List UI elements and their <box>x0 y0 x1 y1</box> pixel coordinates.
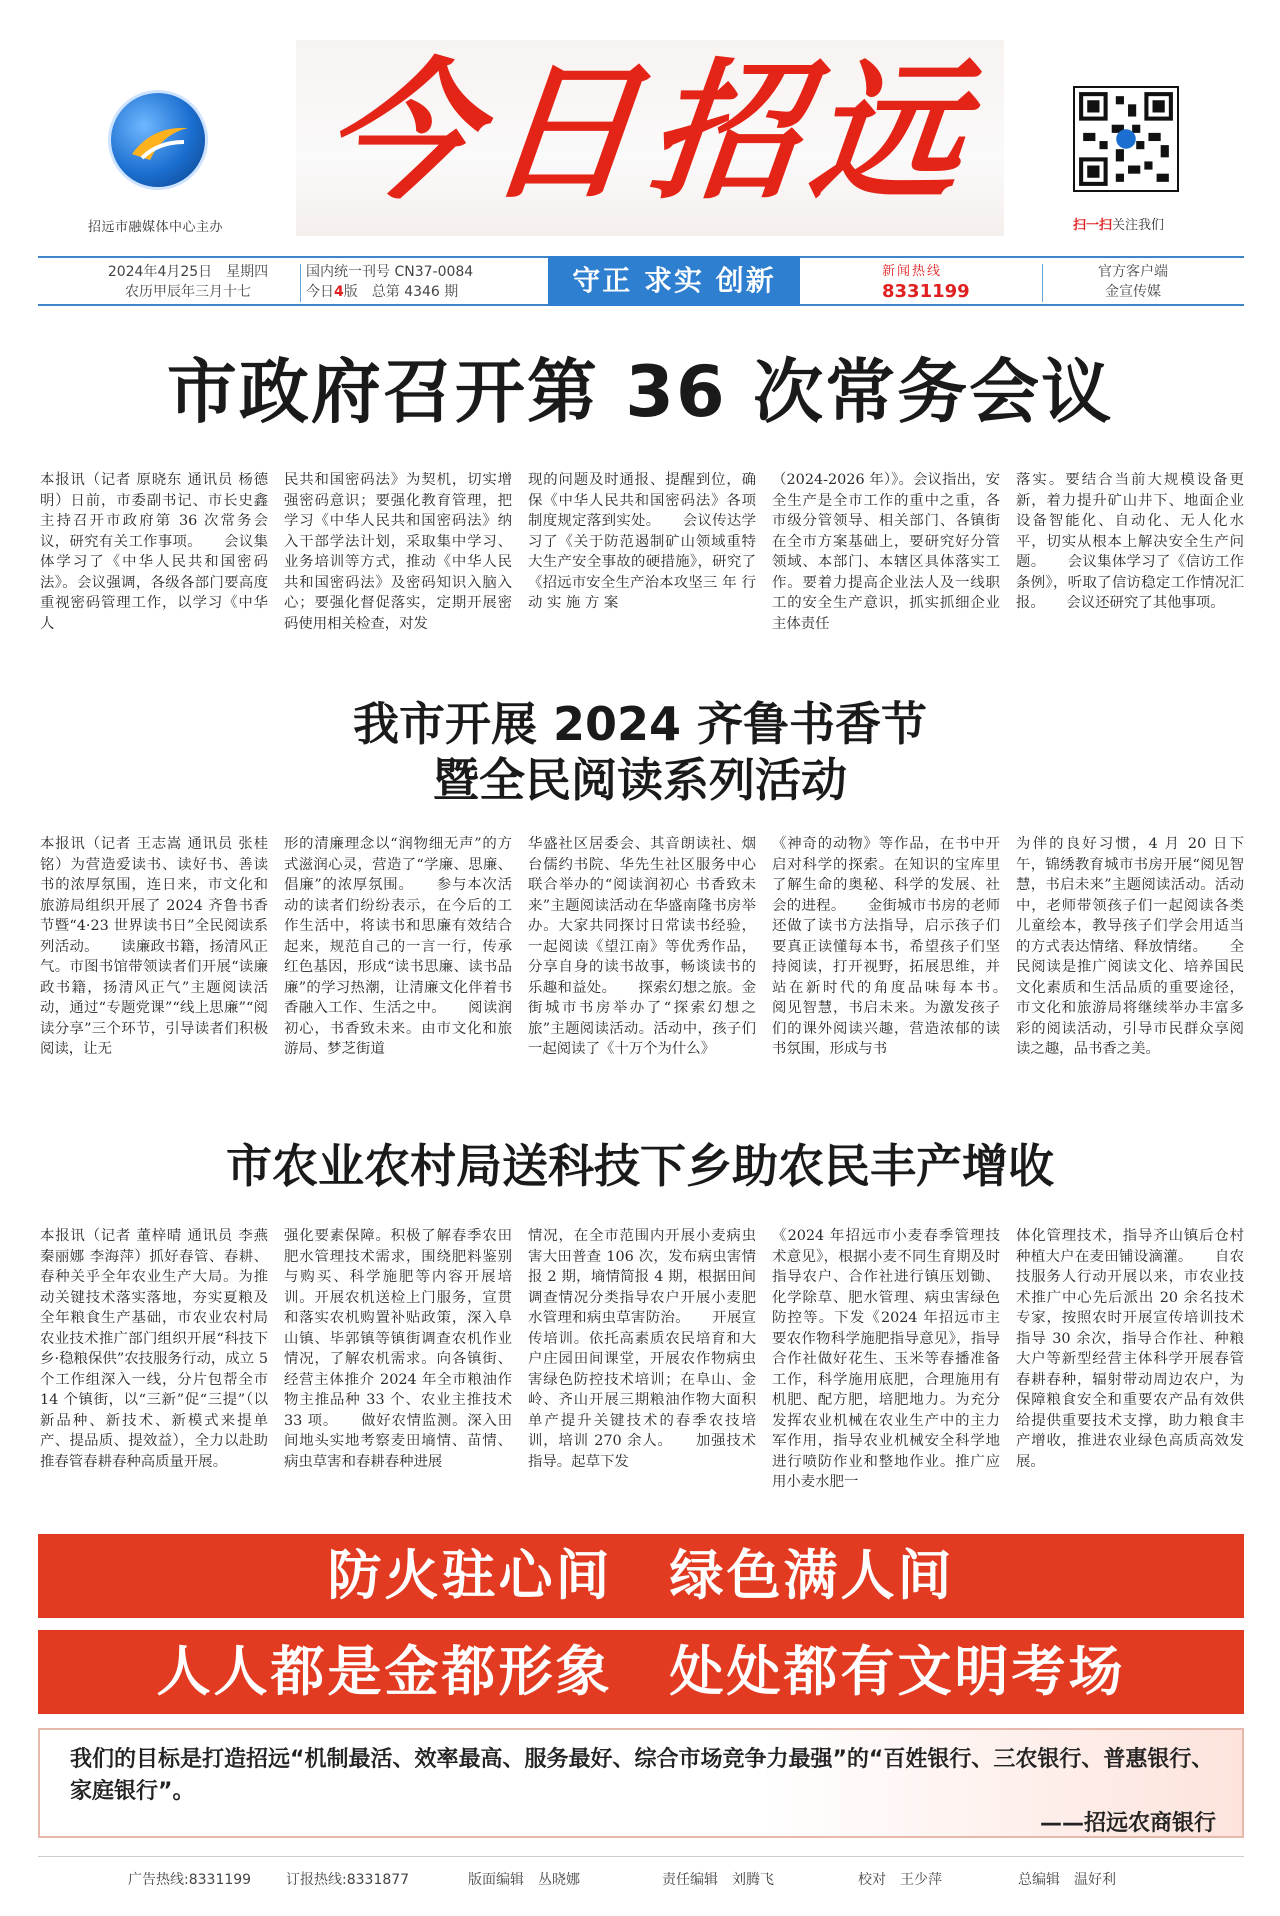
info-bar <box>38 256 1244 306</box>
masthead <box>0 0 1280 260</box>
footer-duty-editor: 责任编辑 刘腾飞 <box>662 1872 774 1888</box>
logo-caption: 招远市融媒体中心主办 <box>88 220 224 235</box>
article2-col1: 本报讯（记者 王志嵩 通讯员 张桂铭）为营造爱读书、读好书、善读书的浓厚氛围，连日来，市文化和旅游局组织开展了 2024 齐鲁书香节暨“4·23 世界读书日”全民阅读系列活动。 读廉政书籍，扬清风正气。市图书馆带领读者们开展“读廉政书籍，扬清风正气”主题阅读活动，通过“专题党课”“线上思廉”“阅读分享”三个环节，引导读者们积极阅读，让无 <box>40 836 268 1057</box>
article2-headline-line1: 我市开展 2024 齐鲁书香节 <box>352 697 928 751</box>
news-hotline-label: 新闻热线 <box>882 264 943 279</box>
footer-ad-hotline: 广告热线:8331199 <box>128 1872 252 1888</box>
article1-body <box>40 470 1244 650</box>
article3-col1: 本报讯（记者 董梓晴 通讯员 李燕 秦丽娜 李海萍）抓好春管、春耕、春种关乎全年农业生产大局。为推动关键技术落实落地，夯实夏粮及全年粮食生产基础，市农业农村局农业技术推广部门组织开展“科技下乡·稳粮保供”农技服务行动，成立 5 个工作组深入一线，分片包帮全市 14 个镇街，以“三新”促“三提”（以新品种、新技术、新模式来提单产、提品质、提效益），全力以赴助推春管春耕春种高质量开展。 <box>40 1228 268 1470</box>
page-footer <box>38 1856 1244 1896</box>
lunar-date: 农历甲辰年三月十七 <box>125 284 251 300</box>
footer-chief-editor: 总编辑 温好利 <box>1018 1872 1116 1888</box>
qr-caption-follow: 关注我们 <box>1112 218 1165 233</box>
fire-safety-banner: 防火驻心间 绿色满人间 <box>38 1534 1244 1618</box>
bank-ad-text: 我们的目标是打造招远“机制最活、效率最高、服务最好、综合市场竞争力最强”的“百姓银行、三农银行、普惠银行、家庭银行”。 <box>70 1747 1214 1804</box>
article2-col3: 华盛社区居委会、其音朗读社、烟台儒约书院、华先生社区服务中心联合举办的“阅读润初心 书香致未来”主题阅读活动在华盛南隆书房举办。大家共同探讨日常读书经验，一起阅读《望江南》等优秀作品，分享自身的读书故事，畅谈读书的乐趣和益处。 探索幻想之旅。金街城市书房举办了“探索幻想之旅”主题阅读活动。活动中，孩子们一起阅读了《十万个为什么》 <box>528 836 756 1057</box>
article2-col5: 为伴的良好习惯，4 月 20 日下午，锦绣教育城市书房开展“阅见智慧，书启未来”主题阅读活动。活动中，老师带领孩子们一起阅读各类儿童绘本，教导孩子们学会用适当的方式表达情绪、释放情绪。 全民阅读是推广阅读文化、培养国民文化素质和生活品质的重要途径，市文化和旅游局将继续举办丰富多彩的阅读活动，引导市民群众享阅读之趣，品书香之美。 <box>1016 836 1244 1057</box>
bank-advertisement <box>38 1728 1244 1838</box>
qr-caption-scan: 扫一扫 <box>1073 218 1113 233</box>
article1-col1: 本报讯（记者 原晓东 通讯员 杨德明）日前，市委副书记、市长史鑫主持召开市政府第 36 次常务会议，研究有关工作事项。 会议集体学习了《中华人民共和国密码法》。会议强调，各级各部门要高度重视密码管理工作，以学习《中华人 <box>40 472 268 632</box>
article1-col4: （2024-2026 年）》。会议指出，安全生产是全市工作的重中之重，各市级分管领导、相关部门、各镇街在全市方案基础上，要研究好分管领域、本部门、本辖区具体落实工作。要着力提高企业法人及一线职工的安全生产意识，抓实抓细企业主体责任 <box>772 472 1000 632</box>
newspaper-title: 今日招远 <box>316 44 984 220</box>
issue-date: 2024年4月25日 星期四 <box>107 264 269 280</box>
article2-col2: 形的清廉理念以“润物细无声”的方式滋润心灵，营造了“学廉、思廉、倡廉”的浓厚氛围。 参与本次活动的读者们纷纷表示，在今后的工作生活中，将读书和思廉有效结合起来，规范自己的一言一行，传承红色基因，形成“读书思廉、读书品廉”的学习热潮，让清廉文化伴着书香融入工作、生活之中。 阅读润初心，书香致未来。由市文化和旅游局、梦芝街道 <box>284 836 512 1057</box>
article3-col3: 情况，在全市范围内开展小麦病虫害大田普查 106 次，发布病虫害情报 2 期，墒情简报 4 期，根据田间调查情况分类指导农户开展小麦肥水管理和病虫草害防治。 开展宣传培训。依托高素质农民培育和大户庄园田间课堂，开展农作物病虫害绿色防控技术培训；在阜山、金岭、齐山开展三期粮油作物大面积单产提升关键技术的春季农技培训，培训 270 余人。 加强技术指导。起草下发 <box>528 1228 756 1470</box>
article3-headline: 市农业农村局送科技下乡助农民丰产增收 <box>226 1139 1054 1193</box>
footer-layout-editor: 版面编辑 丛晓娜 <box>468 1872 580 1888</box>
article2-body <box>40 834 1244 1098</box>
issn-block <box>306 262 506 302</box>
client-name: 金宣传媒 <box>1105 284 1161 300</box>
news-hotline-number: 8331199 <box>882 281 970 302</box>
article3-col2: 强化要素保障。积极了解春季农田肥水管理技术需求，围绕肥料鉴别与购买、科学施肥等内容开展培训。开展农机送检上门服务，宣贯和落实农机购置补贴政策，深入阜山镇、毕郭镇等镇街调查农机作业情况，了解农机需求。向各镇街、经营主体推介 2024 年全市粮油作物主推品种 33 个、农业主推技术 33 项。 做好农情监测。深入田间地头实地考察麦田墒情、苗情、病虫草害和春耕春种进展 <box>284 1228 512 1470</box>
motto-badge: 守正 求实 创新 <box>548 256 800 306</box>
footer-proofreader: 校对 王少萍 <box>858 1872 942 1888</box>
logo-swoosh-icon <box>128 120 192 164</box>
page-count: 今日4版 总第 4346 期 <box>306 284 459 300</box>
article2-headline-line2: 暨全民阅读系列活动 <box>433 753 847 807</box>
info-divider <box>1042 264 1043 302</box>
article1-col2: 民共和国密码法》为契机，切实增强密码意识；要强化教育管理，把学习《中华人民共和国密码法》纳入干部学法计划，采取集中学习、业务培训等方式，推动《中华人民共和国密码法》及密码知识入脑入心；要强化督促落实，定期开展密码使用相关检查，对发 <box>284 472 512 632</box>
info-divider <box>300 264 301 302</box>
article3-col4: 《2024 年招远市小麦春季管理技术意见》，根据小麦不同生育期及时指导农户、合作社进行镇压划锄、化学除草、肥水管理、病虫害绿色防控等。下发《2024 年招远市主要农作物科学施肥指导意见》，指导合作社做好花生、玉米等春播准备工作，科学施用底肥，合理施用有机肥、配方肥，培肥地力。为充分发挥农业机械在农业生产中的主力军作用，指导农业机械安全科学地进行喷防作业和整地作业。推广应用小麦水肥一 <box>772 1228 1000 1490</box>
issue-date-block <box>88 262 288 302</box>
article1-col5: 落实。要结合当前大规模设备更新，着力提升矿山井下、地面企业设备智能化、自动化、无人化水平，切实从根本上解决安全生产问题。 会议集体学习了《信访工作条例》，听取了信访稳定工作情况汇报。 会议还研究了其他事项。 <box>1016 472 1244 611</box>
qr-caption <box>1073 214 1164 233</box>
client-label: 官方客户端 <box>1098 264 1168 280</box>
bank-ad-signature: ——招远农商银行 <box>1039 1811 1216 1836</box>
civility-banner: 人人都是金都形象 处处都有文明考场 <box>38 1630 1244 1714</box>
footer-subscription-hotline: 订报热线:8331877 <box>286 1872 410 1888</box>
article3-body <box>40 1226 1244 1511</box>
qr-code-icon[interactable] <box>1073 86 1179 192</box>
article2-col4: 《神奇的动物》等作品，在书中开启对科学的探索。在知识的宝库里了解生命的奥秘、科学的发展、社会的进程。 金街城市书房的老师还做了读书方法指导，启示孩子们要真正读懂每本书，希望孩子们坚持阅读，打开视野，拓展思维，并站在新时代的角度品味每本书。 阅见智慧，书启未来。为激发孩子们的课外阅读兴趣，营造浓郁的读书氛围，形成与书 <box>772 836 1000 1057</box>
news-hotline-block <box>882 262 1022 302</box>
official-client-block <box>1048 262 1218 302</box>
article1-col3: 现的问题及时通报、提醒到位，确保《中华人民共和国密码法》各项制度规定落到实处。 会议传达学习了《关于防范遏制矿山领域重特大生产安全事故的硬措施》，研究了《招远市安全生产治本攻坚三 年 行 动 实 施 方 案 <box>528 472 756 611</box>
issn-number: 国内统一刊号 CN37-0084 <box>306 264 474 280</box>
article3-col5: 体化管理技术，指导齐山镇后仓村种植大户在麦田铺设滴灌。 自农技服务人行动开展以来，市农业技术推广中心先后派出 20 余名技术专家，按照农时开展宣传培训技术指导 30 余次，指导合作社、种粮大户等新型经营主体科学开展春管春耕春种，辐射带动周边农户，为保障粮食安全和重要农产品有效供给提供重要技术支撑，助力粮食丰产增收，推进农业绿色高质高效发展。 <box>1016 1228 1244 1470</box>
article1-headline: 市政府召开第 36 次常务会议 <box>166 351 1114 433</box>
